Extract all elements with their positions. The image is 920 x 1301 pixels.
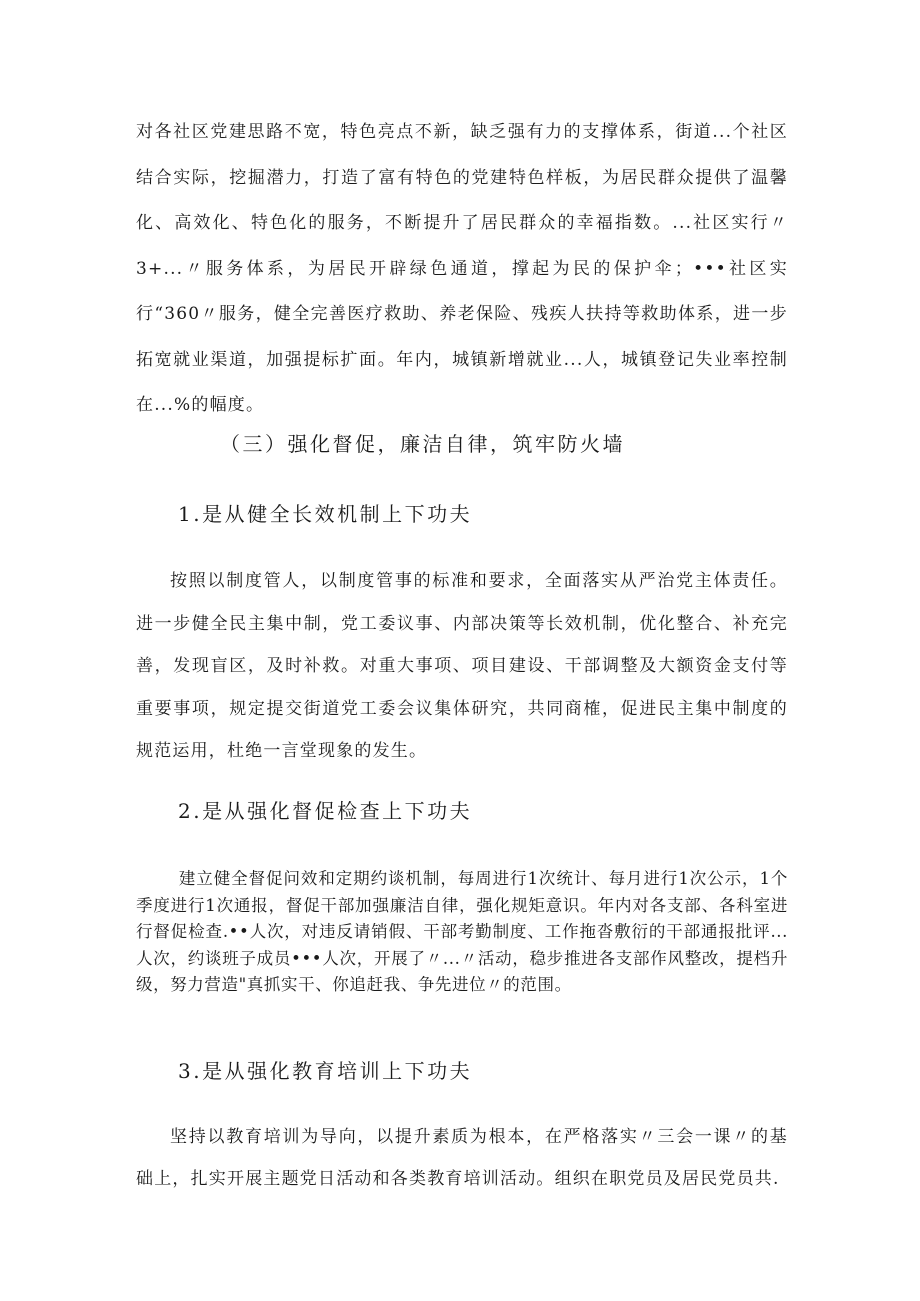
item-heading-1: 1.是从健全长效机制上下功夫 — [178, 502, 473, 526]
body-paragraph: 建立健全督促问效和定期约谈机制，每周进行1次统计、每月进行1次公示，1个季度进行1次通报，督促干部加强廉洁自律，强化规矩意识。年内对各支部、各科室进行督促检查.••人次，对违反请销假、干部考勤制度、工作拖沓敷衍的干部通报批评...人次，约谈班子成员•••人次，开展了〃...〃活动，稳步推进各支部作风整改，提档升级，努力营造"真抓实干、你追赶我、争先进位〃的范围。 — [136, 869, 788, 994]
body-paragraph: 坚持以教育培训为导向，以提升素质为根本，在严格落实〃三会一课〃的基础上，扎实开展主题党日活动和各类教育培训活动。组织在职党员及居民党员共. — [136, 1127, 788, 1189]
item-heading-2: 2.是从强化督促检查上下功夫 — [178, 799, 473, 823]
body-paragraph: 对各社区党建思路不宽，特色亮点不新，缺乏强有力的支撑体系，街道...个社区结合实际，挖掘潜力，打造了富有特色的党建特色样板，为居民群众提供了温馨化、高效化、特色化的服务，不断提升了居民群众的幸福指数。...社区实行〃3+...〃服务体系，为居民开辟绿色通道，撑起为民的保护伞；•••社区实行“360〃服务，健全完善医疗救助、养老保险、残疾人扶持等救助体系，进一步拓宽就业渠道，加强提标扩面。年内，城镇新增就业...人，城镇登记失业率控制在...%的幅度。 — [136, 122, 788, 415]
item-heading-3: 3.是从强化教育培训上下功夫 — [178, 1059, 473, 1083]
body-paragraph: 按照以制度管人，以制度管事的标准和要求，全面落实从严治党主体责任。进一步健全民主集中制，党工委议事、内部决策等长效机制，优化整合、补充完善，发现盲区，及时补救。对重大事项、项目建设、干部调整及大额资金支付等重要事项，规定提交街道党工委会议集体研究，共同商榷，促进民主集中制度的规范运用，杜绝一言堂现象的发生。 — [136, 571, 788, 761]
section-heading: （三）强化督促，廉洁自律，筑牢防火墙 — [220, 432, 625, 456]
